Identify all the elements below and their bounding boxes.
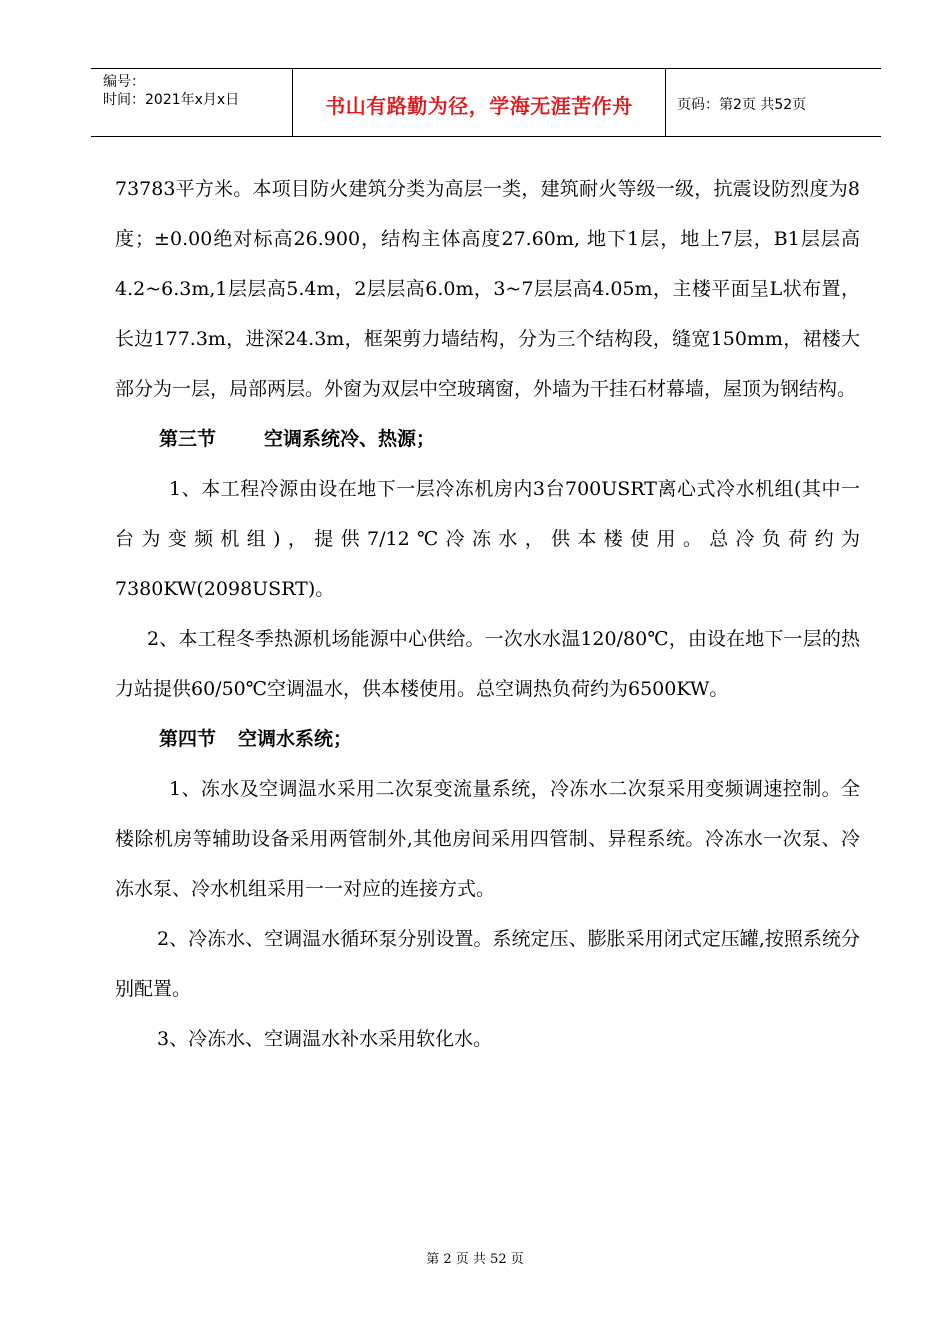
- time-label: 时间：2021年x月x日: [103, 92, 240, 108]
- page-header: [91, 68, 881, 137]
- header-left: [103, 73, 239, 109]
- paragraph-water-system-3: 3、冷冻水、空调温水补水采用软化水。: [157, 1028, 493, 1050]
- paragraph-water-system-1: 1、冻水及空调温水采用二次泵变流量系统，冷冻水二次泵采用变频调速控制。全楼除机房等辅助设备采用两管制外,其他房间采用四管制、异程系统。冷冻水一次泵、冷冻水泵、冷水机组采用一一对应的连接方式。: [115, 778, 860, 900]
- section-heading-4: [115, 714, 860, 764]
- section-number: 第三节: [159, 428, 217, 450]
- section-number: 第四节: [159, 728, 217, 750]
- code-label: 编号：: [103, 74, 145, 90]
- header-divider: [665, 69, 666, 136]
- header-motto: 书山有路勤为径，学海无涯苦作舟: [325, 94, 633, 118]
- paragraph-project-overview: 73783平方米。本项目防火建筑分类为高层一类，建筑耐火等级一级，抗震设防烈度为8度；±0.00绝对标高26.900，结构主体高度27.60m, 地下1层，地上7层，B1层层高4.2~6.3m,1层层高5.4m，2层层高6.0m，3~7层层高4.05m，主楼平面呈L状布置，长边177.3m，进深24.3m，框架剪力墙结构，分为三个结构段，缝宽150mm，裙楼大部分为一层，局部两层。外窗为双层中空玻璃窗，外墙为干挂石材幕墙，屋顶为钢结构。: [115, 178, 860, 400]
- section-title: 空调水系统；: [238, 728, 353, 750]
- paragraph-water-system-2: 2、冷冻水、空调温水循环泵分别设置。系统定压、膨胀采用闭式定压罐,按照系统分别配置。: [115, 928, 860, 1000]
- document-body: [115, 164, 860, 1064]
- paragraph-cooling-source: 1、本工程冷源由设在地下一层冷冻机房内3台700USRT离心式冷水机组(其中一台为变频机组)，提供7/12℃冷冻水，供本楼使用。总冷负荷约为7380KW(2098USRT)。: [115, 478, 860, 600]
- page-footer: 第 2 页 共 52 页: [426, 1252, 524, 1267]
- header-page-label: 页码：第2页 共52页: [677, 97, 807, 113]
- section-title: 空调系统冷、热源；: [264, 428, 436, 450]
- paragraph-heating-source: 2、本工程冬季热源机场能源中心供给。一次水水温120/80℃，由设在地下一层的热力站提供60/50℃空调温水，供本楼使用。总空调热负荷约为6500KW。: [115, 628, 860, 700]
- section-heading-3: [115, 414, 860, 464]
